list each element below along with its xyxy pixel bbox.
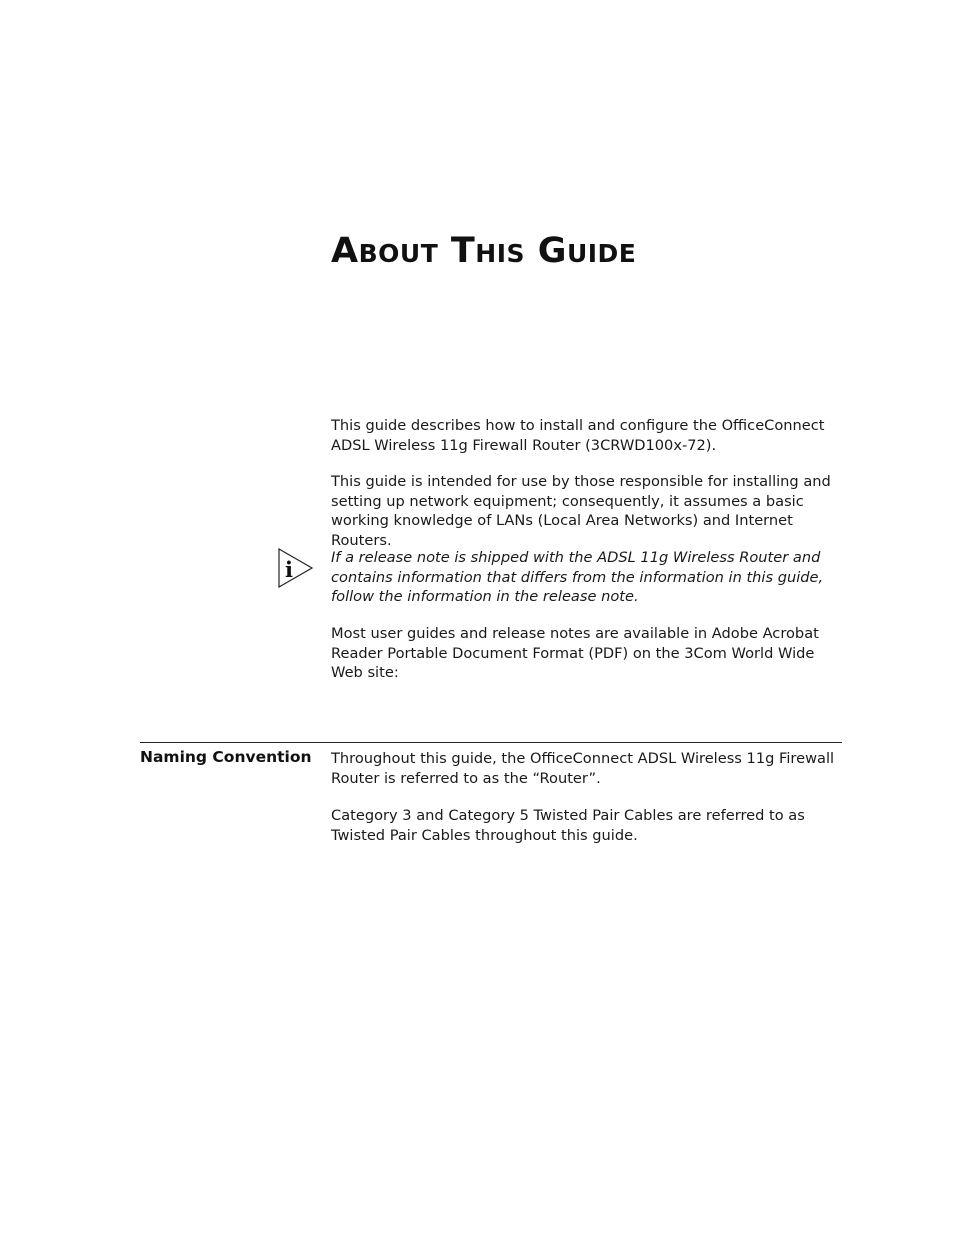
section-heading-naming-convention: Naming Convention (140, 748, 312, 766)
release-note-callout (331, 548, 843, 607)
intro-paragraph-1-text: This guide describes how to install and configure the OfficeConnect ADSL Wireless 11g Firewall Router (3CRWD100x-72). (331, 417, 825, 454)
info-icon-glyph: i (285, 557, 293, 582)
intro-paragraph-3-text: Most user guides and release notes are available in Adobe Acrobat Reader Portable Document Format (PDF) on the 3Com World Wide Web site: (331, 625, 819, 682)
naming-paragraph-1-text: Throughout this guide, the OfficeConnect ADSL Wireless 11g Firewall Router is referred to as the “Router”. (331, 750, 835, 787)
chapter-title: About This Guide (331, 231, 637, 271)
section-divider (140, 742, 842, 743)
intro-paragraph-2 (331, 472, 843, 550)
naming-paragraph-1 (331, 749, 843, 788)
intro-paragraph-3 (331, 624, 843, 683)
naming-paragraph-2-text: Category 3 and Category 5 Twisted Pair Cables are referred to as Twisted Pair Cables throughout this guide. (331, 807, 805, 844)
naming-paragraph-2 (331, 806, 843, 845)
intro-paragraph-1 (331, 416, 843, 455)
info-icon (278, 548, 314, 588)
intro-paragraph-2-text: This guide is intended for use by those responsible for installing and setting up network equipment; consequently, it assumes a basic working knowledge of LANs (Local Area Networks) and Internet Routers. (331, 473, 831, 549)
release-note-text: If a release note is shipped with the ADSL 11g Wireless Router and contains information that differs from the information in this guide, follow the information in the release note. (331, 549, 824, 606)
